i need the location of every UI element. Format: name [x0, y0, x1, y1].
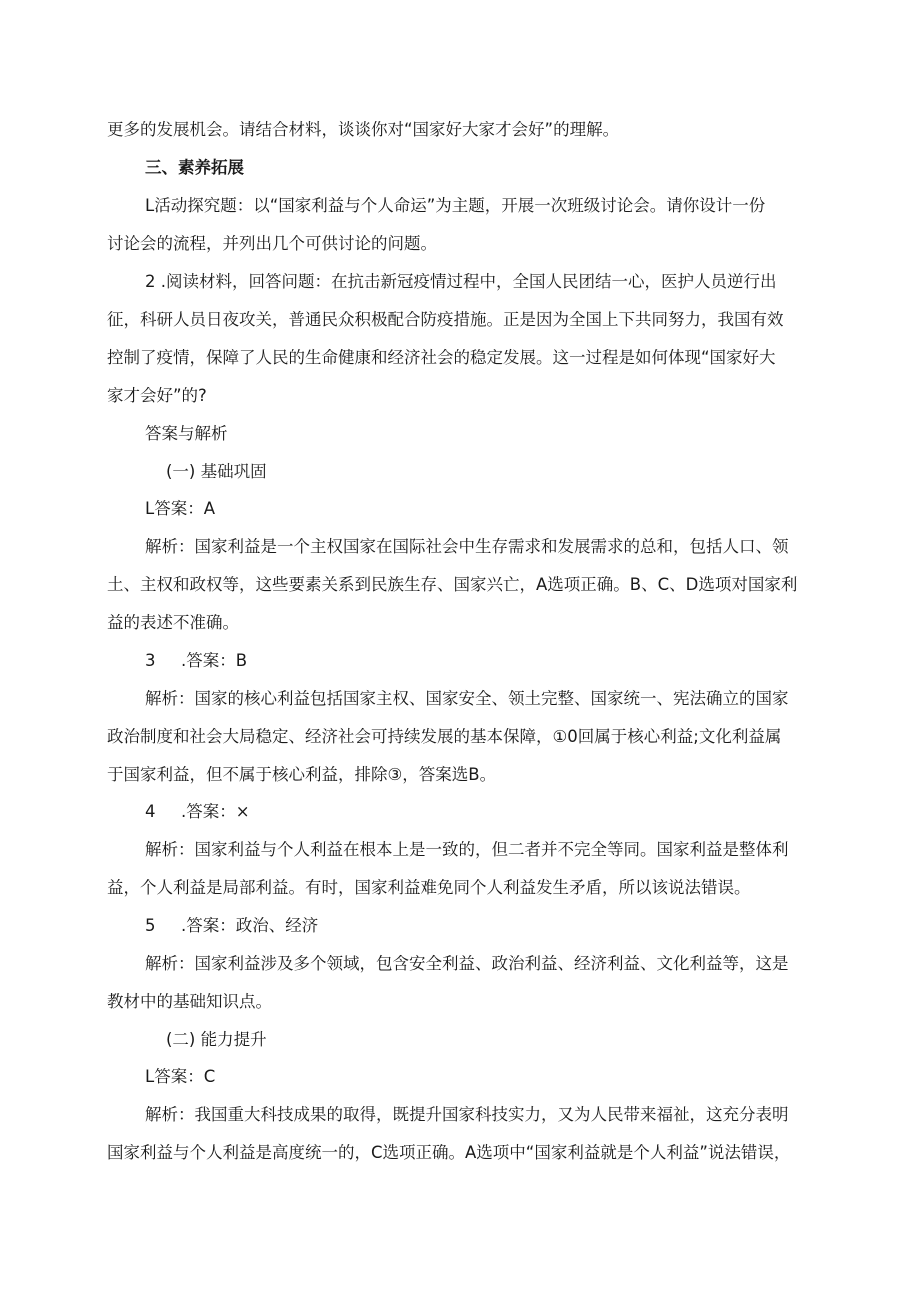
explanation-text: 国家利益与个人利益是高度统一的，C选项正确。A选项中“国家利益就是个人利益”说法错误，	[107, 1143, 791, 1162]
explanation-text: 解析：国家利益与个人利益在根本上是一致的，但二者并不完全等同。国家利益是整体利	[145, 840, 789, 859]
explanation-text: 解析：我国重大科技成果的取得，既提升国家科技实力，又为人民带来福祉，这充分表明	[145, 1105, 789, 1124]
subsection-heading: (二) 能力提升	[166, 1030, 267, 1049]
answer-text: .答案：×	[181, 802, 250, 821]
subsection-heading: (一) 基础巩固	[166, 462, 267, 481]
question-continuation: 更多的发展机会。请结合材料，谈谈你对“国家好大家才会好”的理解。	[107, 120, 620, 139]
explanation-text: 教材中的基础知识点。	[107, 992, 272, 1011]
question-text: 2 .阅读材料，回答问题：在抗击新冠疫情过程中，全国人民团结一心，医护人员逆行出	[145, 272, 777, 291]
explanation-text: 益的表述不准确。	[107, 613, 239, 632]
answer-line	[145, 914, 920, 938]
question-text: L活动探究题：以“国家利益与个人命运”为主题，开展一次班级讨论会。请你设计一份	[145, 196, 766, 215]
answer-line	[145, 800, 920, 824]
explanation-text: 解析：国家的核心利益包括国家主权、国家安全、领土完整、国家统一、宪法确立的国家	[145, 689, 789, 708]
explanation-text: 益，个人利益是局部利益。有时，国家利益难免同个人利益发生矛盾，所以该说法错误。	[107, 878, 751, 897]
answers-heading: 答案与解析	[145, 424, 228, 443]
question-text: 讨论会的流程，并列出几个可供讨论的问题。	[107, 234, 437, 253]
answer-line: L答案：A	[145, 499, 215, 518]
answer-text: .答案：B	[181, 651, 248, 670]
explanation-text: 解析：国家利益涉及多个领域，包含安全利益、政治利益、经济利益、文化利益等，这是	[145, 954, 789, 973]
question-text: 控制了疫情，保障了人民的生命健康和经济社会的稳定发展。这一过程是如何体现“国家好大	[107, 348, 776, 367]
section-heading: 三、素养拓展	[145, 158, 244, 177]
answer-number: 5	[145, 916, 156, 935]
answer-line: L答案：C	[145, 1067, 216, 1086]
explanation-text: 土、主权和政权等，这些要素关系到民族生存、国家兴亡，A选项正确。B、C、D选项对国家利	[107, 575, 798, 594]
explanation-text: 于国家利益，但不属于核心利益，排除③，答案选B。	[107, 765, 497, 784]
explanation-text: 政治制度和社会大局稳定、经济社会可持续发展的基本保障，①0回属于核心利益;文化利益属	[107, 727, 782, 746]
answer-number: 3	[145, 651, 156, 670]
answer-number: 4	[145, 802, 156, 821]
explanation-text: 解析：国家利益是一个主权国家在国际社会中生存需求和发展需求的总和，包括人口、领	[145, 537, 789, 556]
question-text: 家才会好”的?	[107, 386, 207, 405]
answer-line	[145, 649, 920, 673]
answer-text: .答案：政治、经济	[181, 916, 319, 935]
question-text: 征，科研人员日夜攻关，普通民众积极配合防疫措施。正是因为全国上下共同努力，我国有效	[107, 310, 784, 329]
